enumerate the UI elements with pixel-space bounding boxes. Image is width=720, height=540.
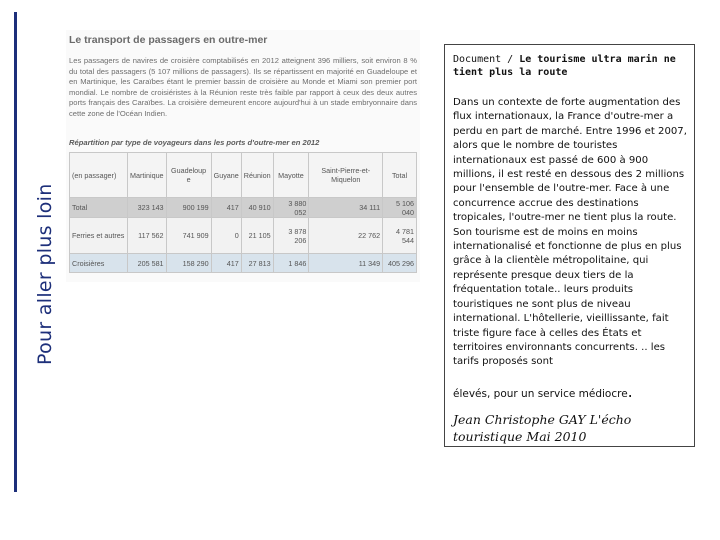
column-header: Guyane <box>211 153 241 198</box>
table-cell: 27 813 <box>241 254 273 273</box>
ending-dot: . <box>627 382 633 401</box>
left-accent-bar <box>14 12 17 492</box>
table-cell: 405 296 <box>383 254 417 273</box>
heading-title: Le tourisme ultra marin ne tient plus la route <box>453 54 676 78</box>
box-body-text: Dans un contexte de forte augmentation des flux internationaux, la France d'outre-mer a perdu en part de marché. Entre 1996 et 2007, alors que le nombre de touristes internationaux est passé de 600 à 900 millions, il est resté en dessous des 2 millions pour l'ensemble de l'outre-mer. Face à une concurrence accrue des destinations tropicales, l'outre-mer ne tient plus la route. Son tourisme est de moins en moins internationalisé et fonctionne de plus en plus grâce à la clientèle métropolitaine, qui représente presque deux tiers de la fréquentation totale.. leurs produits touristiques ne sont plus de niveau international. L'hôtellerie, vieillissante, fait triste figure face à celles des États et territoires environnants concurrents. .. les tarifs proposés sont <box>453 97 687 368</box>
box-heading <box>453 53 689 79</box>
table-header-row <box>70 153 417 198</box>
column-header: Saint-Pierre-et-Miquelon <box>309 153 383 198</box>
column-header: Guadeloup e <box>166 153 211 198</box>
document-paragraph: Les passagers de navires de croisière comptabilisés en 2012 atteignent 396 milliers, soit environ 8 % du total des passagers (5 107 millions de passagers). Ils se répartissent en majorité en Guadeloupe et en Martinique, les Caraïbes étant le premier bassin de croisière au Monde et Miami son premier port mondial. Le nombre de croisiéristes à la Réunion reste très faible par rapport à ceux des deux autres ports français des Caraïbes. La croisière demeurent encore aujourd'hui à un stade embryonnaire dans cette zone de l'Océan Indien. <box>69 56 417 118</box>
table-cell: 5 106 040 <box>383 198 417 218</box>
table-cell: 158 290 <box>166 254 211 273</box>
table-cell: 11 349 <box>309 254 383 273</box>
table-cell: 117 562 <box>128 218 167 254</box>
table-cell: 1 846 <box>273 254 309 273</box>
heading-prefix: Document / <box>453 54 520 65</box>
box-ending-line <box>453 382 691 401</box>
column-header: (en passager) <box>70 153 128 198</box>
table-cell: 900 199 <box>166 198 211 218</box>
table-cell: 323 143 <box>128 198 167 218</box>
column-header: Martinique <box>128 153 167 198</box>
column-header: Réunion <box>241 153 273 198</box>
ending-text: élevés, pour un service médiocre <box>453 388 628 400</box>
text-box <box>444 44 695 447</box>
document-title: Le transport de passagers en outre-mer <box>69 34 268 46</box>
table-cell: 22 762 <box>309 218 383 254</box>
table-row <box>70 198 417 218</box>
table-row <box>70 218 417 254</box>
passenger-table <box>69 152 417 273</box>
table-cell: 40 910 <box>241 198 273 218</box>
table-cell: 21 105 <box>241 218 273 254</box>
table-cell: 3 880 052 <box>273 198 309 218</box>
table-cell: 4 781 544 <box>383 218 417 254</box>
table-cell: 3 878 206 <box>273 218 309 254</box>
column-header: Total <box>383 153 417 198</box>
table-cell: 34 111 <box>309 198 383 218</box>
author-citation: Jean Christophe GAY L'écho touristique Mai 2010 <box>453 412 632 444</box>
row-label: Croisières <box>70 254 128 273</box>
table-cell: 205 581 <box>128 254 167 273</box>
row-label: Total <box>70 198 128 218</box>
table-cell: 0 <box>211 218 241 254</box>
table-caption: Répartition par type de voyageurs dans les ports d'outre-mer en 2012 <box>69 138 320 147</box>
table-row <box>70 254 417 273</box>
row-label: Ferries et autres <box>70 218 128 254</box>
column-header: Mayotte <box>273 153 309 198</box>
table-cell: 741 909 <box>166 218 211 254</box>
table-cell: 417 <box>211 198 241 218</box>
table-cell: 417 <box>211 254 241 273</box>
side-title: Pour aller plus loin <box>34 183 56 365</box>
document-excerpt <box>66 30 420 282</box>
